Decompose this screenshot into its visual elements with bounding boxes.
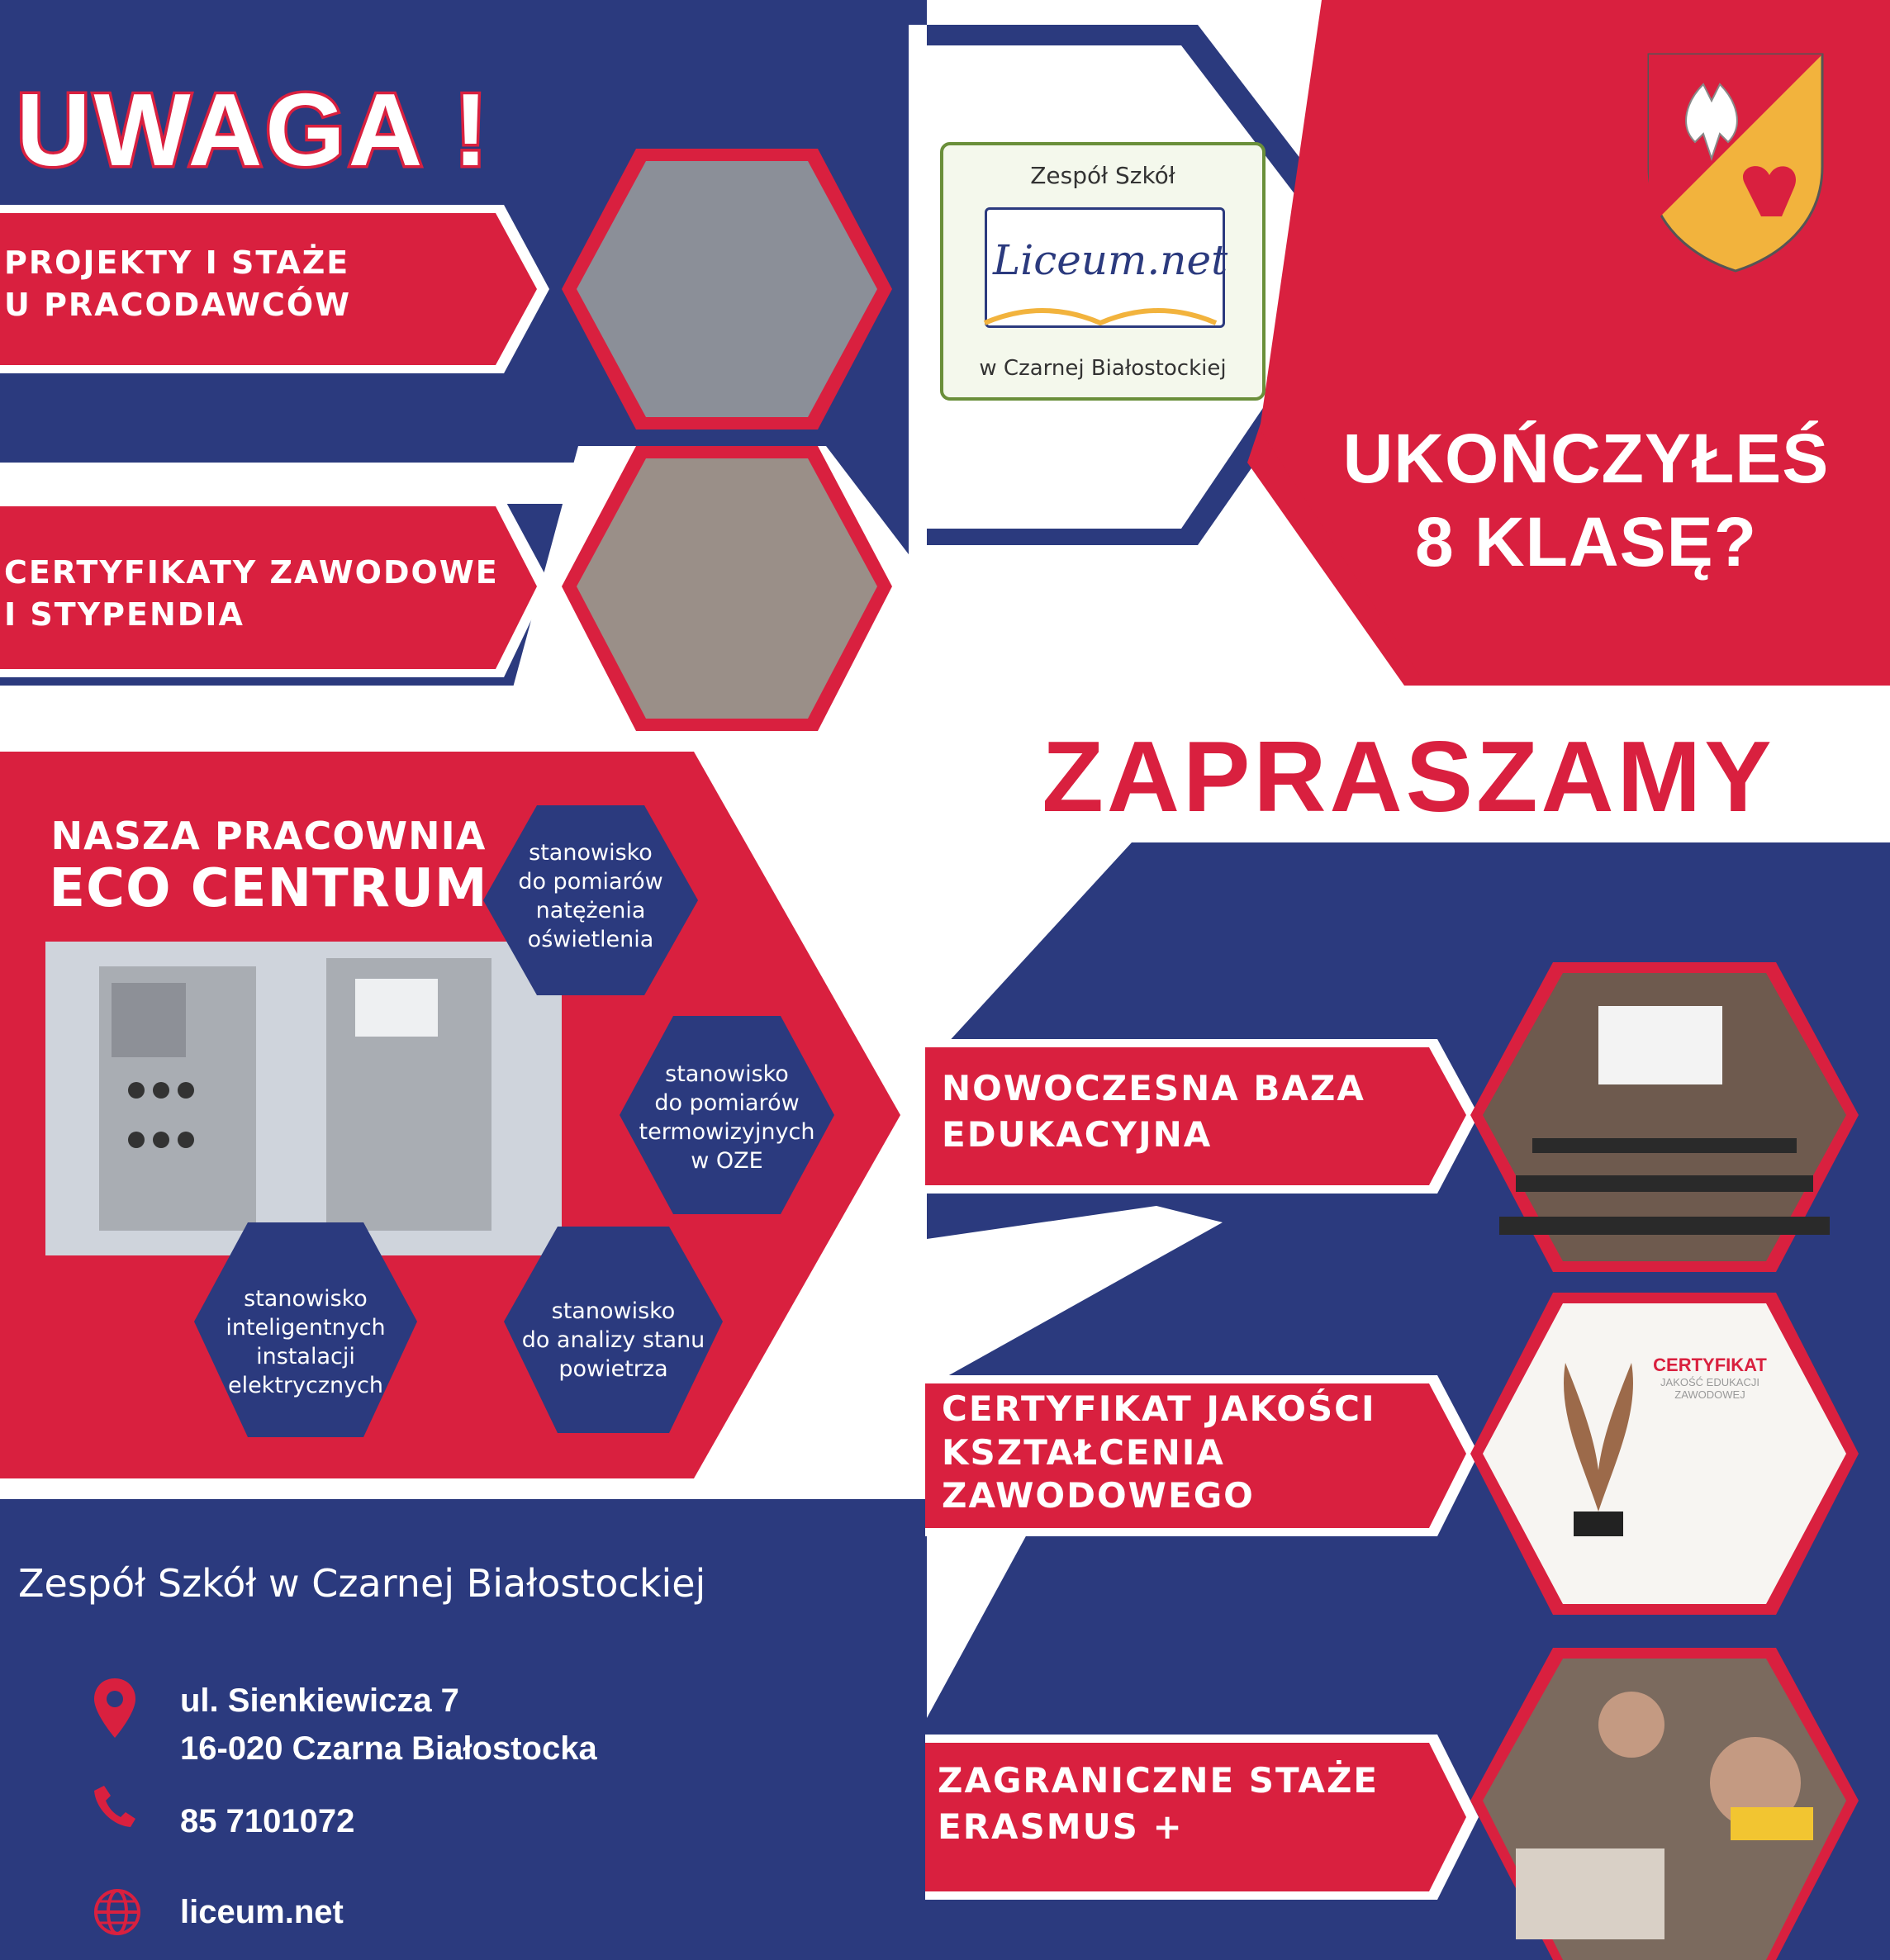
banner-erasmus-line2: ERASMUS + (938, 1806, 1184, 1847)
book-icon (976, 290, 1224, 339)
coat-of-arms-emblem (1645, 51, 1826, 274)
banner-quality-line1: CERTYFIKAT JAKOŚCI (942, 1388, 1376, 1429)
classroom-photo (1483, 973, 1846, 1261)
address-city: 16-020 Czarna Białostocka (180, 1730, 597, 1767)
banner-quality-certificate (942, 1388, 1376, 1518)
workshop-photo (1483, 1659, 1846, 1960)
banner-erasmus (938, 1758, 1379, 1850)
eco-title-line1: NASZA PRACOWNIA (50, 814, 487, 858)
certificate-subtitle1: JAKOŚĆ EDUKACJI (1660, 1376, 1759, 1388)
question-line2: 8 KLASĘ? (1414, 502, 1758, 581)
hex2-line4: w OZE (691, 1148, 763, 1175)
hex3-line2: inteligentnych (226, 1315, 386, 1341)
banner-quality-line3: ZAWODOWEGO (942, 1475, 1255, 1516)
hex1-line1: stanowisko (529, 840, 653, 866)
logo-bottom-text: w Czarnej Białostockiej (979, 356, 1227, 381)
banner-quality-line2: KSZTAŁCENIA (942, 1431, 1225, 1473)
banner-certificates-line1: CERTYFIKATY ZAWODOWE (4, 554, 499, 591)
hex3-line3: instalacji (256, 1344, 355, 1370)
logo-top-text: Zespół Szkół (1030, 162, 1175, 189)
hex4-line3: powietrza (558, 1356, 668, 1383)
banner-projects-line1: PROJEKTY I STAŻE (4, 244, 350, 281)
phone-icon (93, 1782, 139, 1829)
logo-brand-text: Liceum.net (993, 236, 1228, 284)
website-link[interactable]: liceum.net (180, 1894, 344, 1930)
banner-modern-base-line1: NOWOCZESNA BAZA (942, 1068, 1365, 1108)
banner-projects (4, 242, 351, 325)
hex1-line2: do pomiarów (518, 869, 663, 895)
banner-modern-base (942, 1065, 1365, 1158)
trophy-icon (1549, 1346, 1648, 1545)
school-logo (940, 142, 1266, 401)
banner-modern-base-line2: EDUKACYJNA (942, 1113, 1213, 1155)
question-line1: UKOŃCZYŁEŚ (1342, 420, 1830, 497)
certificate-title: CERTYFIKAT (1653, 1355, 1767, 1375)
hex2-line1: stanowisko (665, 1061, 789, 1087)
eco-title-line2: ECO CENTRUM (49, 858, 488, 919)
banner-certificates-line2: I STYPENDIA (4, 596, 245, 633)
hex4-line2: do analizy stanu (521, 1327, 705, 1354)
location-pin-icon (93, 1677, 137, 1739)
banner-certificates (4, 552, 499, 635)
hex-thermal-label (620, 1060, 834, 1175)
eco-title (45, 814, 491, 919)
hex1-line4: oświetlenia (527, 927, 654, 953)
hex1-line3: natężenia (535, 898, 646, 924)
certificate-subtitle2: ZAWODOWEJ (1674, 1388, 1745, 1401)
question-heading (1289, 417, 1883, 584)
school-name: Zespół Szkół w Czarnej Białostockiej (18, 1561, 706, 1606)
hex3-line1: stanowisko (244, 1286, 368, 1312)
hex-illumination-label (483, 838, 698, 954)
invite-heading: ZAPRASZAMY (1042, 720, 1775, 833)
address-street: ul. Sienkiewicza 7 (180, 1682, 459, 1719)
hex3-line4: elektrycznych (227, 1373, 384, 1399)
uwaga-text: UWAGA ! (17, 74, 491, 187)
hex-air-quality-label (504, 1297, 723, 1383)
phone-number: 85 7101072 (180, 1803, 355, 1839)
banner-erasmus-line1: ZAGRANICZNE STAŻE (938, 1760, 1380, 1801)
banner-projects-line2: U PRACODAWCÓW (4, 286, 352, 323)
globe-icon (93, 1887, 142, 1937)
hex2-line3: termowizyjnych (639, 1119, 815, 1146)
hex2-line2: do pomiarów (654, 1090, 800, 1117)
address-block (180, 1677, 597, 1773)
uwaga-headline (12, 66, 508, 190)
hex-smart-install-label (194, 1284, 417, 1400)
hex4-line1: stanowisko (551, 1298, 676, 1324)
